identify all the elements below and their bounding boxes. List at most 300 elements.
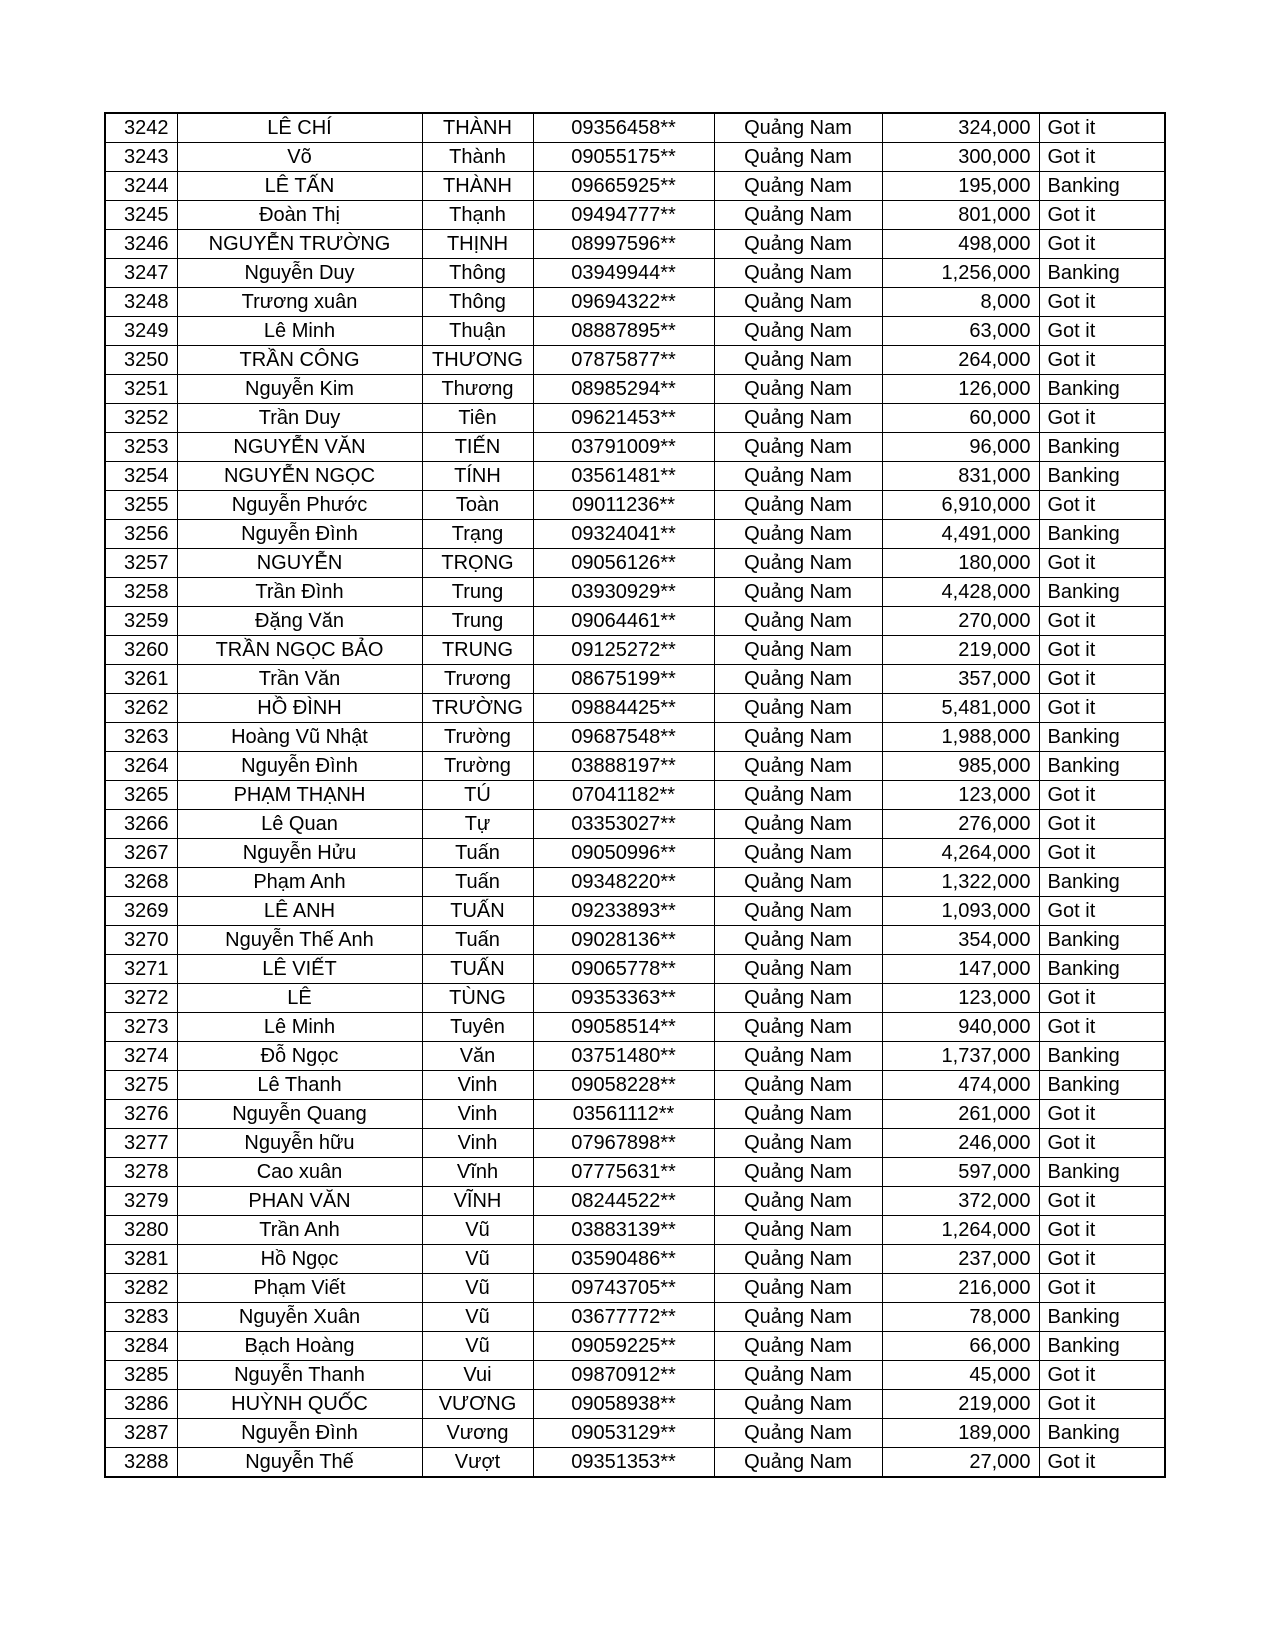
cell-first-name: Trung — [422, 578, 533, 607]
cell-amount: 126,000 — [882, 375, 1039, 404]
cell-method: Banking — [1039, 520, 1165, 549]
cell-province: Quảng Nam — [714, 259, 882, 288]
cell-id: 3273 — [105, 1013, 177, 1042]
cell-province: Quảng Nam — [714, 1448, 882, 1478]
cell-method: Banking — [1039, 1071, 1165, 1100]
cell-id: 3271 — [105, 955, 177, 984]
cell-phone: 09058938** — [533, 1390, 714, 1419]
cell-phone: 08985294** — [533, 375, 714, 404]
cell-id: 3248 — [105, 288, 177, 317]
cell-amount: 4,264,000 — [882, 839, 1039, 868]
cell-amount: 1,256,000 — [882, 259, 1039, 288]
cell-first-name: Vũ — [422, 1303, 533, 1332]
cell-method: Got it — [1039, 1013, 1165, 1042]
cell-last-name: TRẦN CÔNG — [177, 346, 422, 375]
cell-id: 3279 — [105, 1187, 177, 1216]
cell-phone: 08244522** — [533, 1187, 714, 1216]
cell-phone: 09356458** — [533, 113, 714, 143]
cell-method: Got it — [1039, 984, 1165, 1013]
cell-phone: 09743705** — [533, 1274, 714, 1303]
cell-first-name: Vương — [422, 1419, 533, 1448]
cell-method: Got it — [1039, 1129, 1165, 1158]
cell-phone: 09050996** — [533, 839, 714, 868]
table-row — [105, 1187, 1165, 1216]
cell-province: Quảng Nam — [714, 1303, 882, 1332]
cell-method: Banking — [1039, 1158, 1165, 1187]
cell-first-name: Vĩnh — [422, 1158, 533, 1187]
cell-amount: 189,000 — [882, 1419, 1039, 1448]
cell-method: Banking — [1039, 1419, 1165, 1448]
cell-amount: 195,000 — [882, 172, 1039, 201]
cell-amount: 597,000 — [882, 1158, 1039, 1187]
cell-phone: 03791009** — [533, 433, 714, 462]
cell-method: Got it — [1039, 230, 1165, 259]
cell-province: Quảng Nam — [714, 491, 882, 520]
cell-amount: 940,000 — [882, 1013, 1039, 1042]
cell-first-name: Tuấn — [422, 839, 533, 868]
cell-phone: 08887895** — [533, 317, 714, 346]
cell-method: Got it — [1039, 1216, 1165, 1245]
cell-id: 3274 — [105, 1042, 177, 1071]
cell-first-name: THÀNH — [422, 113, 533, 143]
cell-method: Banking — [1039, 172, 1165, 201]
cell-province: Quảng Nam — [714, 375, 882, 404]
cell-phone: 09870912** — [533, 1361, 714, 1390]
table-row — [105, 1274, 1165, 1303]
cell-province: Quảng Nam — [714, 839, 882, 868]
cell-province: Quảng Nam — [714, 1100, 882, 1129]
cell-phone: 09494777** — [533, 201, 714, 230]
cell-first-name: Trạng — [422, 520, 533, 549]
cell-province: Quảng Nam — [714, 665, 882, 694]
cell-id: 3257 — [105, 549, 177, 578]
cell-province: Quảng Nam — [714, 113, 882, 143]
cell-last-name: LÊ TẤN — [177, 172, 422, 201]
cell-province: Quảng Nam — [714, 636, 882, 665]
cell-method: Got it — [1039, 1187, 1165, 1216]
cell-id: 3255 — [105, 491, 177, 520]
cell-province: Quảng Nam — [714, 201, 882, 230]
cell-phone: 03353027** — [533, 810, 714, 839]
cell-phone: 07041182** — [533, 781, 714, 810]
cell-id: 3286 — [105, 1390, 177, 1419]
cell-method: Got it — [1039, 810, 1165, 839]
table-row — [105, 433, 1165, 462]
cell-amount: 1,322,000 — [882, 868, 1039, 897]
table-row — [105, 781, 1165, 810]
cell-id: 3269 — [105, 897, 177, 926]
cell-phone: 09053129** — [533, 1419, 714, 1448]
cell-last-name: LÊ VIẾT — [177, 955, 422, 984]
cell-method: Banking — [1039, 433, 1165, 462]
cell-method: Got it — [1039, 317, 1165, 346]
table-row — [105, 1216, 1165, 1245]
cell-last-name: Trần Văn — [177, 665, 422, 694]
cell-last-name: LÊ ANH — [177, 897, 422, 926]
cell-first-name: Vinh — [422, 1100, 533, 1129]
cell-phone: 09028136** — [533, 926, 714, 955]
cell-phone: 09125272** — [533, 636, 714, 665]
cell-phone: 08997596** — [533, 230, 714, 259]
cell-province: Quảng Nam — [714, 1129, 882, 1158]
cell-first-name: Vui — [422, 1361, 533, 1390]
cell-id: 3280 — [105, 1216, 177, 1245]
cell-id: 3276 — [105, 1100, 177, 1129]
cell-province: Quảng Nam — [714, 346, 882, 375]
cell-id: 3282 — [105, 1274, 177, 1303]
cell-first-name: Thông — [422, 259, 533, 288]
cell-first-name: Vũ — [422, 1216, 533, 1245]
cell-province: Quảng Nam — [714, 1042, 882, 1071]
cell-phone: 03888197** — [533, 752, 714, 781]
cell-province: Quảng Nam — [714, 723, 882, 752]
cell-province: Quảng Nam — [714, 810, 882, 839]
cell-province: Quảng Nam — [714, 520, 882, 549]
table-row — [105, 375, 1165, 404]
cell-amount: 372,000 — [882, 1187, 1039, 1216]
cell-id: 3261 — [105, 665, 177, 694]
cell-province: Quảng Nam — [714, 1216, 882, 1245]
cell-phone: 03883139** — [533, 1216, 714, 1245]
cell-method: Banking — [1039, 1303, 1165, 1332]
cell-first-name: Vinh — [422, 1129, 533, 1158]
table-row — [105, 346, 1165, 375]
cell-phone: 03561481** — [533, 462, 714, 491]
cell-amount: 1,737,000 — [882, 1042, 1039, 1071]
cell-province: Quảng Nam — [714, 549, 882, 578]
table-row — [105, 1419, 1165, 1448]
cell-last-name: Nguyễn Xuân — [177, 1303, 422, 1332]
cell-amount: 78,000 — [882, 1303, 1039, 1332]
cell-first-name: Thành — [422, 143, 533, 172]
cell-province: Quảng Nam — [714, 1158, 882, 1187]
cell-id: 3288 — [105, 1448, 177, 1478]
cell-first-name: Vũ — [422, 1274, 533, 1303]
cell-amount: 1,093,000 — [882, 897, 1039, 926]
cell-id: 3265 — [105, 781, 177, 810]
cell-first-name: Thương — [422, 375, 533, 404]
cell-amount: 219,000 — [882, 636, 1039, 665]
cell-first-name: TRỌNG — [422, 549, 533, 578]
cell-amount: 270,000 — [882, 607, 1039, 636]
cell-amount: 261,000 — [882, 1100, 1039, 1129]
cell-id: 3270 — [105, 926, 177, 955]
cell-method: Got it — [1039, 1274, 1165, 1303]
cell-last-name: Lê Minh — [177, 1013, 422, 1042]
cell-phone: 09348220** — [533, 868, 714, 897]
cell-amount: 1,988,000 — [882, 723, 1039, 752]
cell-last-name: NGUYỄN VĂN — [177, 433, 422, 462]
cell-phone: 09056126** — [533, 549, 714, 578]
cell-method: Banking — [1039, 752, 1165, 781]
cell-amount: 354,000 — [882, 926, 1039, 955]
cell-first-name: Trung — [422, 607, 533, 636]
cell-phone: 03590486** — [533, 1245, 714, 1274]
cell-phone: 03561112** — [533, 1100, 714, 1129]
cell-first-name: TÚ — [422, 781, 533, 810]
cell-method: Banking — [1039, 1042, 1165, 1071]
cell-phone: 07967898** — [533, 1129, 714, 1158]
cell-method: Got it — [1039, 897, 1165, 926]
cell-first-name: TÍNH — [422, 462, 533, 491]
table-body — [105, 113, 1165, 1477]
cell-last-name: Nguyễn Quang — [177, 1100, 422, 1129]
cell-amount: 219,000 — [882, 1390, 1039, 1419]
cell-last-name: PHAN VĂN — [177, 1187, 422, 1216]
cell-amount: 123,000 — [882, 984, 1039, 1013]
cell-amount: 498,000 — [882, 230, 1039, 259]
cell-id: 3268 — [105, 868, 177, 897]
cell-province: Quảng Nam — [714, 1245, 882, 1274]
cell-method: Got it — [1039, 549, 1165, 578]
cell-phone: 09324041** — [533, 520, 714, 549]
cell-amount: 4,428,000 — [882, 578, 1039, 607]
cell-id: 3264 — [105, 752, 177, 781]
cell-province: Quảng Nam — [714, 1332, 882, 1361]
cell-province: Quảng Nam — [714, 1419, 882, 1448]
cell-first-name: Thạnh — [422, 201, 533, 230]
cell-province: Quảng Nam — [714, 404, 882, 433]
cell-last-name: Cao xuân — [177, 1158, 422, 1187]
cell-first-name: Tuyên — [422, 1013, 533, 1042]
cell-method: Got it — [1039, 404, 1165, 433]
cell-province: Quảng Nam — [714, 1361, 882, 1390]
cell-method: Banking — [1039, 259, 1165, 288]
cell-last-name: Nguyễn Duy — [177, 259, 422, 288]
table-row — [105, 230, 1165, 259]
cell-phone: 09884425** — [533, 694, 714, 723]
cell-method: Got it — [1039, 113, 1165, 143]
cell-id: 3243 — [105, 143, 177, 172]
cell-phone: 09665925** — [533, 172, 714, 201]
cell-id: 3272 — [105, 984, 177, 1013]
cell-amount: 216,000 — [882, 1274, 1039, 1303]
table-row — [105, 201, 1165, 230]
table-row — [105, 1448, 1165, 1478]
cell-province: Quảng Nam — [714, 781, 882, 810]
cell-method: Got it — [1039, 1361, 1165, 1390]
cell-id: 3245 — [105, 201, 177, 230]
table-row — [105, 1100, 1165, 1129]
table-row — [105, 897, 1165, 926]
cell-id: 3259 — [105, 607, 177, 636]
cell-method: Got it — [1039, 1448, 1165, 1478]
cell-id: 3281 — [105, 1245, 177, 1274]
cell-id: 3249 — [105, 317, 177, 346]
cell-amount: 5,481,000 — [882, 694, 1039, 723]
cell-id: 3252 — [105, 404, 177, 433]
cell-first-name: TUẤN — [422, 897, 533, 926]
table-row — [105, 607, 1165, 636]
cell-province: Quảng Nam — [714, 1187, 882, 1216]
cell-method: Got it — [1039, 636, 1165, 665]
cell-amount: 66,000 — [882, 1332, 1039, 1361]
cell-last-name: Nguyễn Đình — [177, 1419, 422, 1448]
cell-first-name: Thông — [422, 288, 533, 317]
cell-last-name: Trần Duy — [177, 404, 422, 433]
cell-method: Banking — [1039, 462, 1165, 491]
table-row — [105, 752, 1165, 781]
cell-phone: 09065778** — [533, 955, 714, 984]
cell-first-name: Tuấn — [422, 926, 533, 955]
cell-last-name: Nguyễn Phước — [177, 491, 422, 520]
cell-amount: 801,000 — [882, 201, 1039, 230]
cell-last-name: Hoàng Vũ Nhật — [177, 723, 422, 752]
table-row — [105, 259, 1165, 288]
cell-amount: 4,491,000 — [882, 520, 1039, 549]
cell-last-name: Bạch Hoàng — [177, 1332, 422, 1361]
table-row — [105, 1361, 1165, 1390]
cell-id: 3258 — [105, 578, 177, 607]
cell-amount: 1,264,000 — [882, 1216, 1039, 1245]
cell-method: Got it — [1039, 1245, 1165, 1274]
table-row — [105, 549, 1165, 578]
cell-method: Banking — [1039, 375, 1165, 404]
cell-first-name: Toàn — [422, 491, 533, 520]
cell-method: Banking — [1039, 723, 1165, 752]
table-row — [105, 1042, 1165, 1071]
cell-method: Banking — [1039, 868, 1165, 897]
cell-phone: 03930929** — [533, 578, 714, 607]
cell-last-name: Nguyễn Thanh — [177, 1361, 422, 1390]
cell-amount: 147,000 — [882, 955, 1039, 984]
cell-amount: 60,000 — [882, 404, 1039, 433]
cell-last-name: Phạm Viết — [177, 1274, 422, 1303]
cell-phone: 09059225** — [533, 1332, 714, 1361]
cell-amount: 180,000 — [882, 549, 1039, 578]
cell-first-name: Vũ — [422, 1245, 533, 1274]
cell-first-name: Trương — [422, 665, 533, 694]
cell-first-name: THƯƠNG — [422, 346, 533, 375]
cell-id: 3256 — [105, 520, 177, 549]
cell-id: 3275 — [105, 1071, 177, 1100]
cell-phone: 09687548** — [533, 723, 714, 752]
cell-phone: 09055175** — [533, 143, 714, 172]
cell-province: Quảng Nam — [714, 926, 882, 955]
cell-id: 3250 — [105, 346, 177, 375]
cell-last-name: LÊ — [177, 984, 422, 1013]
cell-amount: 357,000 — [882, 665, 1039, 694]
cell-last-name: LÊ CHÍ — [177, 113, 422, 143]
cell-amount: 831,000 — [882, 462, 1039, 491]
cell-amount: 63,000 — [882, 317, 1039, 346]
cell-first-name: Vượt — [422, 1448, 533, 1478]
cell-last-name: Nguyễn Kim — [177, 375, 422, 404]
cell-phone: 09621453** — [533, 404, 714, 433]
cell-id: 3246 — [105, 230, 177, 259]
cell-amount: 123,000 — [882, 781, 1039, 810]
cell-id: 3263 — [105, 723, 177, 752]
table-row — [105, 1303, 1165, 1332]
cell-amount: 276,000 — [882, 810, 1039, 839]
cell-phone: 09694322** — [533, 288, 714, 317]
table-row — [105, 143, 1165, 172]
cell-amount: 96,000 — [882, 433, 1039, 462]
cell-amount: 8,000 — [882, 288, 1039, 317]
cell-phone: 03949944** — [533, 259, 714, 288]
table-row — [105, 636, 1165, 665]
cell-first-name: TIẾN — [422, 433, 533, 462]
cell-first-name: Tiên — [422, 404, 533, 433]
table-row — [105, 955, 1165, 984]
cell-last-name: Đoàn Thị — [177, 201, 422, 230]
cell-phone: 09011236** — [533, 491, 714, 520]
table-row — [105, 810, 1165, 839]
table-row — [105, 868, 1165, 897]
cell-province: Quảng Nam — [714, 1390, 882, 1419]
winners-table — [104, 112, 1166, 1478]
table-row — [105, 317, 1165, 346]
cell-method: Banking — [1039, 926, 1165, 955]
cell-last-name: Phạm Anh — [177, 868, 422, 897]
cell-province: Quảng Nam — [714, 317, 882, 346]
cell-province: Quảng Nam — [714, 172, 882, 201]
table-row — [105, 1129, 1165, 1158]
cell-first-name: Văn — [422, 1042, 533, 1071]
cell-first-name: Tự — [422, 810, 533, 839]
cell-last-name: Trương xuân — [177, 288, 422, 317]
cell-method: Got it — [1039, 607, 1165, 636]
cell-province: Quảng Nam — [714, 868, 882, 897]
cell-phone: 09058514** — [533, 1013, 714, 1042]
table-row — [105, 404, 1165, 433]
table-row — [105, 694, 1165, 723]
cell-province: Quảng Nam — [714, 462, 882, 491]
cell-last-name: Đặng Văn — [177, 607, 422, 636]
cell-last-name: TRẦN NGỌC BẢO — [177, 636, 422, 665]
cell-method: Got it — [1039, 288, 1165, 317]
cell-last-name: Nguyễn Hửu — [177, 839, 422, 868]
cell-id: 3284 — [105, 1332, 177, 1361]
cell-last-name: NGUYỄN TRƯỜNG — [177, 230, 422, 259]
table-row — [105, 723, 1165, 752]
cell-amount: 246,000 — [882, 1129, 1039, 1158]
cell-method: Banking — [1039, 1332, 1165, 1361]
cell-method: Got it — [1039, 143, 1165, 172]
table-row — [105, 288, 1165, 317]
cell-id: 3283 — [105, 1303, 177, 1332]
table-row — [105, 578, 1165, 607]
table-row — [105, 1332, 1165, 1361]
cell-method: Got it — [1039, 839, 1165, 868]
table-row — [105, 839, 1165, 868]
cell-phone: 03751480** — [533, 1042, 714, 1071]
cell-amount: 324,000 — [882, 113, 1039, 143]
cell-last-name: Nguyễn Đình — [177, 752, 422, 781]
cell-province: Quảng Nam — [714, 1013, 882, 1042]
cell-last-name: Nguyễn Thế — [177, 1448, 422, 1478]
cell-province: Quảng Nam — [714, 230, 882, 259]
cell-last-name: Đỗ Ngọc — [177, 1042, 422, 1071]
cell-method: Got it — [1039, 694, 1165, 723]
cell-last-name: Nguyễn Đình — [177, 520, 422, 549]
cell-first-name: Thuận — [422, 317, 533, 346]
cell-id: 3247 — [105, 259, 177, 288]
cell-amount: 6,910,000 — [882, 491, 1039, 520]
cell-amount: 474,000 — [882, 1071, 1039, 1100]
cell-method: Banking — [1039, 955, 1165, 984]
cell-id: 3262 — [105, 694, 177, 723]
cell-method: Banking — [1039, 578, 1165, 607]
cell-id: 3254 — [105, 462, 177, 491]
cell-id: 3277 — [105, 1129, 177, 1158]
cell-amount: 237,000 — [882, 1245, 1039, 1274]
cell-phone: 09351353** — [533, 1448, 714, 1478]
cell-method: Got it — [1039, 665, 1165, 694]
cell-province: Quảng Nam — [714, 984, 882, 1013]
cell-last-name: PHẠM THẠNH — [177, 781, 422, 810]
cell-last-name: Hồ Ngọc — [177, 1245, 422, 1274]
